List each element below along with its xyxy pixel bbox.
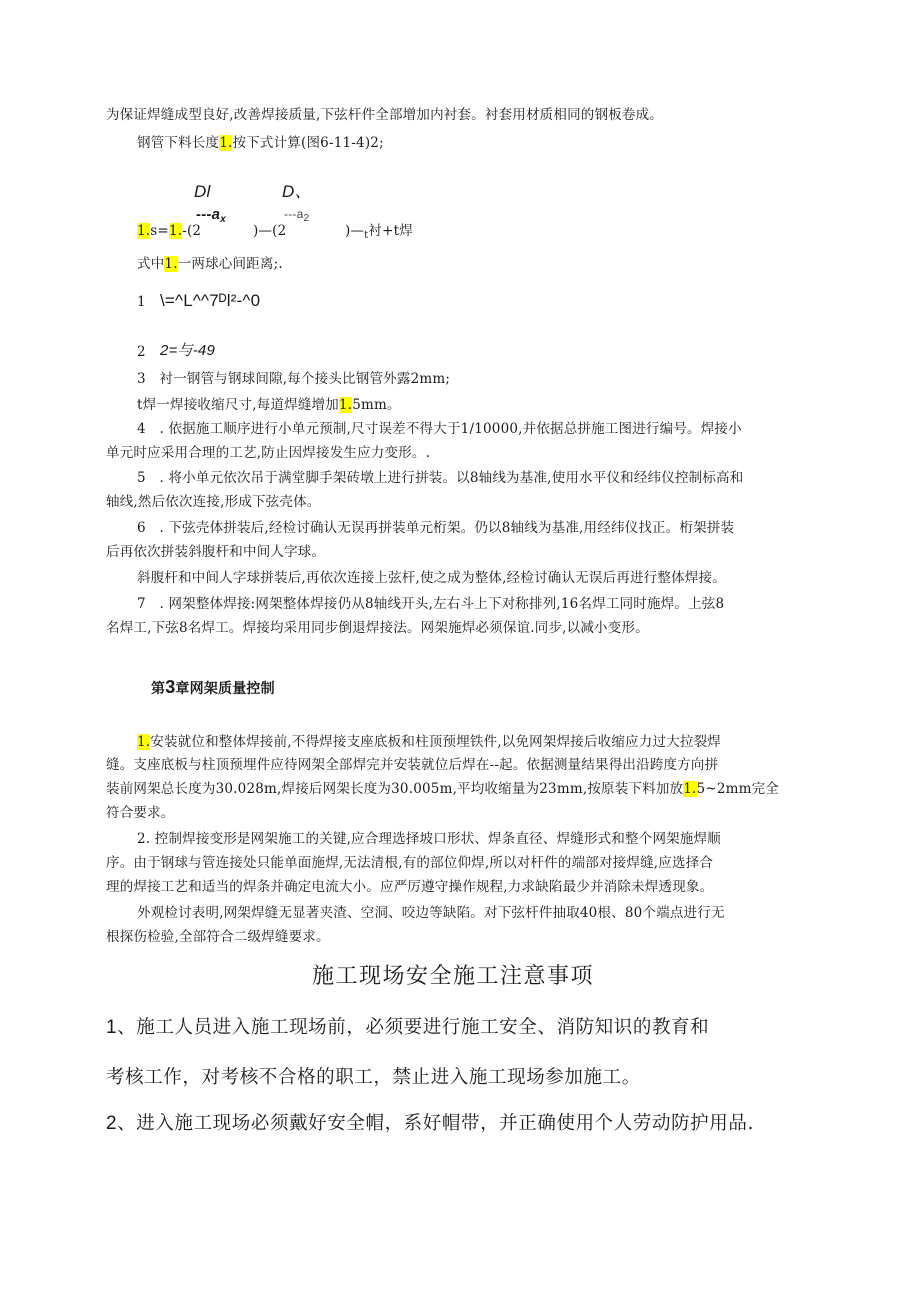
highlight-mark: 1. <box>137 223 151 239</box>
quality-1-line-1 <box>137 732 721 752</box>
safety-item-2-line-1 <box>106 1111 754 1137</box>
highlight-mark: 1. <box>168 223 183 239</box>
item-number: 1 <box>106 1017 118 1038</box>
paragraph-lining <box>106 105 663 125</box>
safety-title: 施工现场安全施工注意事项 <box>312 964 595 989</box>
item-5-line-1: 5 . 将小单元依次吊于满堂脚手架砖墩上进行拼装。以8轴线为基准,使用水平仪和经纬仪控制标高和 <box>137 470 744 486</box>
quality-1-line-2: 缝。支座底板与柱顶预埋件应待网架全部焊完并安装就位后焊在--起。依据测量结果得出沿跨度方向拼 <box>106 757 719 773</box>
formula-a2 <box>284 204 309 229</box>
highlight-mark: 1. <box>683 781 697 797</box>
text: s= <box>150 223 169 239</box>
highlight-mark: 1. <box>338 397 353 413</box>
chapter-heading <box>151 677 275 698</box>
text: 式中 <box>137 256 165 272</box>
quality-3-line-2: 根探伤检验,全部符合二级焊缝要求。 <box>106 929 330 945</box>
item-7-line-2: 名焊工,下弦8名焊工。焊接均采用同步倒退焊接法。网架施焊必须保谊.同步,以减小变形。 <box>106 620 649 636</box>
item-5-line-2: 轴线,然后依次连接,形成下弦壳体。 <box>106 494 321 510</box>
quality-2-line-2: 序。由于钢球与管连接处只能单面施焊,无法清根,有的部位仰焊,所以对杆件的端部对接焊缝,应选择合 <box>106 855 714 871</box>
text: 安装就位和整体焊接前,不得焊接支座底板和柱顶预埋铁件,以免网架焊接后收缩应力过大拉裂焊 <box>150 734 721 750</box>
definition-t-weld <box>137 395 401 415</box>
definition-l <box>137 254 283 274</box>
quality-1-line-4: 符合要求。 <box>106 805 175 821</box>
text: 为保证焊缝成型良好,改善焊接质量,下弦杆件全部增加内衬套。衬套用材质相同的钢板卷成。 <box>106 107 663 123</box>
safety-item-1-line-1 <box>106 1015 709 1041</box>
quality-2-line-1: 2. 控制焊接变形是网架施工的关键,应合理选择坡口形状、焊条直径、焊缝形式和整个网架施焊顺 <box>137 831 721 847</box>
quality-2-line-3: 理的焊接工艺和适当的焊条并确定电流大小。应严厉遵守操作规程,力求缺陷最少并消除未焊透现象。 <box>106 879 714 895</box>
equation-1: \=^L^^7ᴰl²-^0 <box>160 291 261 310</box>
text: 第 <box>151 680 166 696</box>
item-6-line-1: 6 . 下弦壳体拼装后,经检讨确认无误再拼装单元桁架。仍以8轴线为基准,用经纬仪找正。桁架拼装 <box>137 520 735 536</box>
text: ---a <box>196 206 221 223</box>
item-4-line-2: 单元时应采用合理的工艺,防止因焊接发生应力变形。. <box>106 445 431 461</box>
chapter-number: 3 <box>165 677 176 697</box>
paragraph-cut-length <box>137 133 384 153</box>
highlight-mark: 1. <box>137 734 151 750</box>
item-4-line-1: 4 . 依据施工顺序进行小单元预制,尺寸误差不得大于1/10000,并依据总拼施工图进行编号。焊接小 <box>137 421 742 437</box>
subscript: x <box>220 214 226 225</box>
item-7-line-1: 7 . 网架整体焊接:网架整体焊接仍从8轴线开头,左右斗上下对称排列,16名焊工同时施焊。上弦8 <box>137 596 725 612</box>
formula-part2: )—(2 <box>253 223 287 239</box>
equation-2-number: 2 <box>137 344 146 360</box>
text: -(2 <box>182 223 202 239</box>
text: 按下式计算(图6-11-4)2; <box>232 135 384 151</box>
text: 钢管下料长度 <box>137 135 220 151</box>
text: 、施工人员进入施工现场前，必须要进行施工安全、消防知识的教育和 <box>117 1017 710 1038</box>
text: 衬+t焊 <box>368 223 413 239</box>
equation-1-number: 1 <box>137 294 146 310</box>
item-3: 3 衬一钢管与钢球间隙,每个接头比钢管外露2mm; <box>137 371 451 387</box>
text: 章网架质量控制 <box>175 680 275 696</box>
text: 一两球心间距离;. <box>177 256 283 272</box>
text: ---a <box>284 207 304 221</box>
text: t焊一焊接收缩尺寸,每道焊缝增加 <box>137 397 339 413</box>
item-6-line-3: 斜腹杆和中间人字球拼装后,再依次连接上弦杆,使之成为整体,经检讨确认无误后再进行整体焊接。 <box>137 570 726 586</box>
equation-2: 2=与-49 <box>160 342 215 359</box>
text: 5~2mm完全 <box>696 781 780 797</box>
highlight-mark: 1. <box>164 256 178 272</box>
quality-3-line-1: 外观检讨表明,网架焊缝无显著夹渣、空洞、咬边等缺陷。对下弦杆件抽取40根、80个端点进行无 <box>137 905 725 921</box>
formula-dl: Dl <box>194 182 211 201</box>
text: 、进入施工现场必须戴好安全帽，系好帽带，并正确使用个人劳动防护用品. <box>117 1113 754 1134</box>
item-6-line-2: 后再依次拼装斜腹杆和中间人字球。 <box>106 544 326 560</box>
subscript: t <box>364 230 369 241</box>
safety-item-1-line-2: 考核工作，对考核不合格的职工，禁止进入施工现场参加施工。 <box>106 1067 641 1088</box>
highlight-mark: 1. <box>219 135 233 151</box>
formula-main <box>137 221 201 241</box>
text: )— <box>345 223 365 239</box>
text: 5mm。 <box>352 397 401 413</box>
formula-d: D、 <box>282 182 312 201</box>
formula-part3 <box>345 221 413 246</box>
item-number: 2 <box>106 1113 118 1134</box>
quality-1-line-3 <box>106 779 779 799</box>
text: 装前网架总长度为30.028m,焊接后网架长度为30.005m,平均收缩量为23mm,按原装下料加放 <box>106 781 684 797</box>
subscript: 2 <box>303 213 310 224</box>
